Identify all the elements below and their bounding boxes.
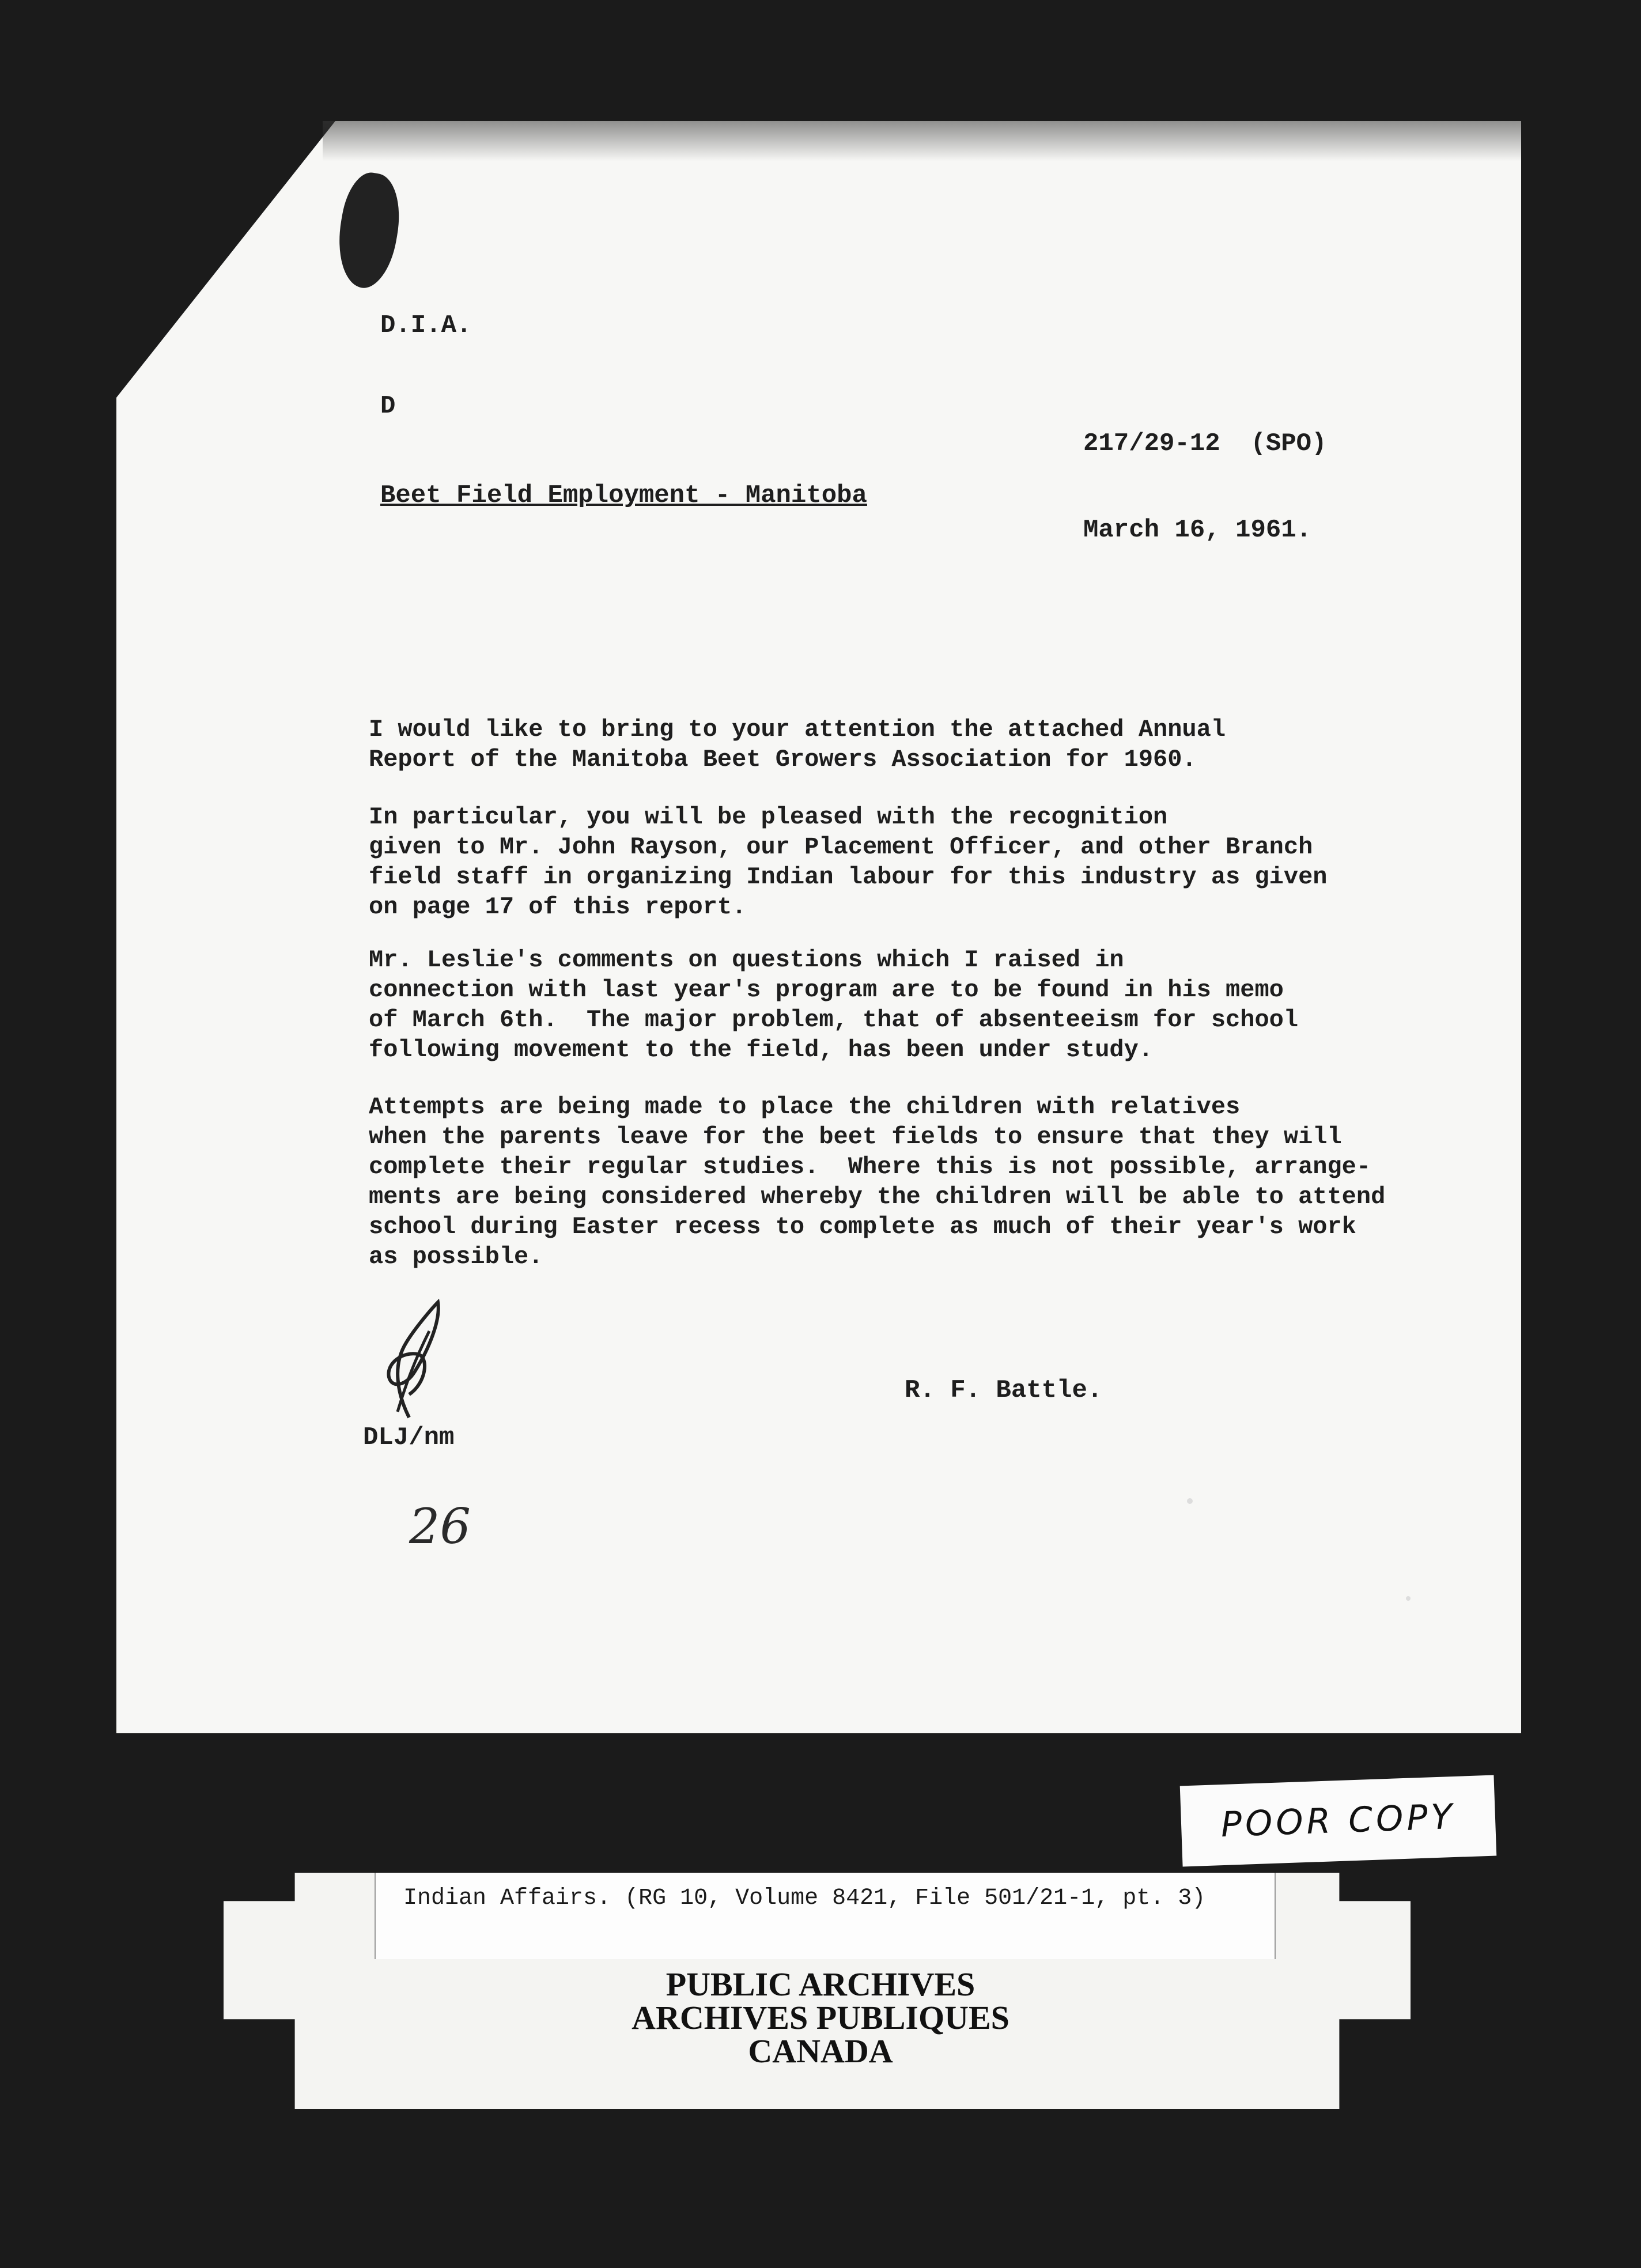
typist-initials: DLJ/nm	[363, 1423, 455, 1452]
archive-label-line-1: PUBLIC ARCHIVES	[666, 1965, 975, 2003]
subject-line: Beet Field Employment - Manitoba	[380, 481, 867, 510]
archive-reference: Indian Affairs. (RG 10, Volume 8421, File 501/21-1, pt. 3)	[403, 1885, 1206, 1911]
archive-label-line-2: ARCHIVES PUBLIQUES	[632, 1999, 1009, 2036]
paragraph-2: In particular, you will be pleased with the recognition given to Mr. John Rayson, our Placement Officer, and other Branch field staff in organizing Indian labour for this industry as given on page 17 of this report.	[369, 803, 1328, 921]
letter-date: March 16, 1961.	[1083, 516, 1312, 545]
archive-label-line-3: CANADA	[748, 2032, 893, 2070]
routing-marker: D	[380, 392, 396, 421]
handwritten-initials-signature	[375, 1296, 455, 1429]
signatory-name: R. F. Battle.	[905, 1376, 1103, 1405]
handwritten-page-number: 26	[409, 1498, 471, 1555]
poor-copy-label: POOR COPY	[1220, 1796, 1457, 1846]
page-top-shadow	[323, 121, 1521, 161]
letter-page	[116, 121, 1521, 1733]
paragraph-1: I would like to bring to your attention the attached Annual Report of the Manitoba Beet Growers Association for 1960.	[369, 716, 1226, 773]
speck	[1406, 1596, 1411, 1601]
org-heading: D.I.A.	[380, 311, 472, 340]
file-reference: 217/29-12 (SPO)	[1083, 429, 1327, 458]
poor-copy-stamp	[1180, 1775, 1497, 1867]
speck	[1187, 1498, 1193, 1504]
paragraph-3: Mr. Leslie's comments on questions which I raised in connection with last year's program are to be found in his memo of March 6th. The major problem, that of absenteeism for school following movement to the field, has been under study.	[369, 946, 1299, 1064]
paragraph-4: Attempts are being made to place the children with relatives when the parents leave for the beet fields to ensure that they will complete their regular studies. Where this is not possible, arrange- ments are being considered whereby the children will be able to attend school during Easter recess to complete as much of their year's work as possible.	[369, 1093, 1386, 1271]
